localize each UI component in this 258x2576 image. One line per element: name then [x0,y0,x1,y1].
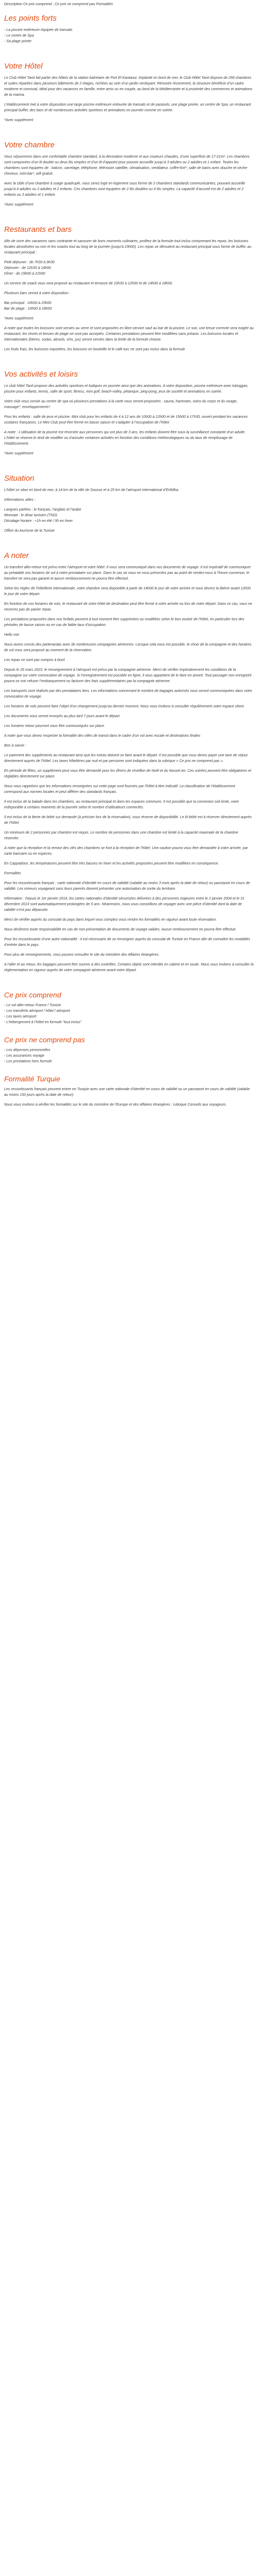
a-noter-documents: Les documents vous seront envoyés au plus tard 7 jours avant le départ. [4,715,121,718]
a-noter-minimum: Un minimum de 2 personnes par chambre est requis. Le nombre de personnes dans une chambre est limité à la capacité maximale de la chambre réservée. [4,831,238,840]
a-noter-paiement: Le paiement des suppléments au restaurant ainsi que les extras doivent se faire avant le départ. Il est possible que vous devez payer une taxe de séjour directement auprès de l’hôtel. Les taxes hôtelières par nuit et par personne sont indiquées dans la rubrique « Ce prix ne comprend pas ». [4,754,248,763]
situation-office-tourisme: Office du tourisme de la Tunisie [4,529,55,533]
restaurants-snack: Un service de snack vous sera proposé au restaurant et terrasse de 10h30 à 12h00 et de 14h00 à 18h00. [4,282,173,285]
ce-prix-comprend-item: - Le vol aller-retour France / Tunisie [4,1004,61,1007]
restaurants-bars-hours: Bar principal : 10h00 à 23h00 Bar de plage : 10h00 à 18h00 [4,301,52,311]
situation-title: Situation [4,474,35,483]
a-noter-transports: Les transports sont réalisés par des prestataires tiers. Les informations concernant le nombre de bagages autorisés vous seront communiquées dans votre convocation de voyage. [4,689,252,699]
a-noter-horaires: Les horaires de vols peuvent faire l’objet d’un changement jusqu’au dernier moment. Nous vous invitons à consulter régulièrement votre espace client. [4,705,245,708]
a-noter-title: A noter [4,551,29,560]
ce-prix-comprend-item: - L’hébergement à l’hôtel en formule "tout inclus" [4,1021,82,1024]
votre-chambre-description: Vous séjournerez dans une confortable chambre standard, à la décoration moderne et aux couleurs chaudes, d’une superficie de 17-21m². Les chambres sont composées d’un lit double ou deux lits simples et d’un lit d’appoint pour pouvoir accueillir jusqu’à 3 adultes ou 2 adultes et 1 enfant. Toutes les chambres sont équipées de : balcon, carrelage, téléphone, télévision satellite, climatisation, ventilateur, coffre-fort*, salle de bains avec douche et sèche-cheveux, mini-bar*, wifi gratuit. [4,155,250,176]
a-noter-information-cni: Information : Depuis le 1er janvier 2014, les cartes nationales d’identité sécurisées délivrées à des personnes majeures entre le 2 janvier 2004 et le 31 décembre 2013 sont automatiquement prolongées de 5 ans. Néanmoins, nous vous conseillons de voyager avec une pièce d’identité dont la date de validité n’est pas dépassée. [4,897,245,912]
a-noter-lit-bebe: Il est inclus de la literie de bébé sur demande (à préciser lors de la réservation), sous réserve de disponibilité. Le lit bébé est à réserver directement auprès de l’hôtel. [4,816,252,825]
formalite-ressortissants: Les ressortissants français peuvent entrer en Turquie avec une carte nationale d’identité en cours de validité ou un passeport en cours de validité (valable au moins 150 jours après la date de retour). [4,1088,250,1097]
ce-prix-comprend-item: - Les transferts aéroport / hôtel / aéroport [4,1009,70,1013]
a-noter-informations: Nous vous rappelons que les informations renseignées sur cette page sont fournies par l’hôtel à titre indicatif. La classification de l’établissement correspond aux normes locales et peut différer des standards français. [4,785,235,794]
votre-chambre-title: Votre chambre [4,141,55,149]
activites-intro: Le club hôtel Tanit propose des activités sportives et ludiques en journée ainsi que des animations. A votre disposition, piscine extérieure avec toboggan, piscine pour enfants, tennis, salle de sport, fitness, mini golf, beach-volley, pétanque, ping-pong, jeux de société et animations en soirée. [4,384,249,394]
votre-hotel-amenities: L’établissement met à votre disposition une large piscine extérieure entourée de transats et de parasols, une plage privée, un centre de Spa, un restaurant principal buffet, des bars et de nombreuses activités sportives et animations en journée comme en soirée. [4,103,251,112]
activites-spa: Votre club vous convie au centre de spa où plusieurs prestations à la carte vous seront proposées : sauna, hammam, soins du corps et du visage, massage*, enveloppements*. [4,400,238,409]
a-noter-section [4,551,254,973]
activites-enfants: Pour les enfants : salle de jeux et piscine. Mini club pour les enfants de 4 à 12 ans de 10h00 à 12h00 et de 15h00 à 17h30, ouvert pendant les vacances scolaires françaises. Le Mini Club peut être fermé en basse saison et s’adapter à l’occupation de l’hôtel. [4,415,248,425]
ce-prix-comprend-item: - Les taxes aéroport [4,1015,37,1019]
a-noter-formalites-label: Formalités [4,872,21,875]
ce-prix-ne-comprend-pas-section [4,1036,254,1064]
votre-chambre-quadruple: Avec la cible d’une chambre à usage quadruple, vous serez logé en logement sous forme de 2 chambres standards communicantes, pouvant accueillir jusqu’à 4 adultes ou 2 adultes et 2 enfants. Ces chambres sont équipées de 2 lits doubles ou 4 lits simples. La capacité d’accueil est de 2 adultes et 2 enfants ou 3 adultes et 1 enfant. [4,182,246,197]
a-noter-consulat: Merci de vérifier auprès du consulat du pays dans lequel vous comptez vous rendre les formalités en vigueur avant toute réservation. [4,918,217,922]
activites-title: Vos activités et loisirs [4,370,78,379]
points-forts-section [4,14,254,44]
a-noter-transfert: Un transfert aller-retour est prévu entre l’aéroport et votre hôtel. Il vous sera communiqué dans vos documents de voyage. Il est impératif de communiquer au préalable vos horaires de vol à notre prestataire sur place. Dans le cas où vous ne vous présentez pas au point de rendez-vous à l’heure convenue, le transfert ne sera pas garanti et aucun remboursement ne pourra être effectué. [4,566,251,581]
restaurants-intro: Afin de vivre des vacances sans contrainte et savourer de bons moments culinaires, profitez de la formule tout inclus comprenant les repas, les boissons locales alcoolisées ou non et les snacks tout au long de la journée (jusqu’à 23h00). Les repas se déroulent au restaurant principal sous forme de buffet, au restaurant principal : [4,240,252,255]
votre-hotel-section [4,62,254,123]
votre-hotel-title: Votre Hôtel [4,62,43,71]
ce-prix-ne-comprend-pas-list [4,1047,254,1064]
a-noter-fetes: En période de fêtes, un supplément peut vous être demandé pour les dîners de réveillon de Noël et du Nouvel An. Ces soirées peuvent être obligatoires et réglables directement sur place. [4,769,251,778]
ce-prix-ne-comprend-pas-item: - Les prestations hors formule [4,1060,52,1063]
situation-section [4,474,254,534]
a-noter-wifi: Il est inclus de la balade dans les chambres, au restaurant principal et dans les espaces communs. Il est possible que la connexion soit lente, voire indisponible à certains moments de la journée selon le nombre d’utilisateurs connectés. [4,800,239,809]
formalite-title: Formalité Turquie [4,1075,60,1083]
restaurants-bars-intro: Plusieurs bars seront à votre disposition : [4,292,71,295]
a-noter-renseignements: Pour plus de renseignements, vous pouvez consulter le site du ministère des Affaires étrangères. [4,953,159,957]
a-noter-reception: A noter que la réception et la remise des clés des chambres se font à la réception de l’hôtel. Une caution pourra vous être demandée à votre arrivée, par carte bancaire ou en espèces. [4,846,248,856]
votre-chambre-section [4,141,254,208]
situation-description: L’hôtel se situe en bord de mer, à 14 km de la ville de Sousse et à 25 km de l’aéroport international d’Enfidha. [4,488,179,492]
a-noter-vol-label: Hello voir [4,633,20,637]
votre-chambre-note: *Avec supplément [4,203,34,207]
ce-prix-ne-comprend-pas-title: Ce prix ne comprend pas [4,1036,85,1044]
formalite-section [4,1075,254,1108]
a-noter-chambre: Selon les règles de l’hôtellerie internationale, votre chambre sera disponible à partir de 14h00 le jour de votre arrivée et vous devrez la libérer avant 12h00 le jour de votre départ. [4,587,251,596]
a-noter-horaires-retour: Les horaires retour pourront vous être communiqués sur place. [4,724,105,728]
restaurants-note: *Avec supplément [4,317,34,320]
restaurants-conditions: A noter que toutes les boissons sont servies au verre et sont proposées en libre-service sauf au bar de la piscine. Le soir, une tenue correcte sera exigée au restaurant, les shorts et tenues de plage ne sont pas acceptés. Certaines prestations peuvent être modifiées sans préavis. Les boissons locales et internationales (bières, sodas, alcools, vins, jus) seront servies dans la limite de la formule choisie. [4,327,254,342]
ce-prix-ne-comprend-pas-item: - Les assurances voyage [4,1054,44,1058]
a-noter-enregistrement: Depuis le 26 mars 2023, le renseignement à l’aéroport est prévu par la compagnie aérienne. Merci de vérifier impérativement les conditions de la compagnie sur votre convocation de voyage. Si l’enregistrement est possible en ligne, il vous appartient de le faire en amont. Tout passager non enregistré pourra se voir refuser l’embarquement ou facturer des frais supplémentaires par la compagnie aérienne. [4,668,252,683]
votre-hotel-note: *Avec supplément [4,118,34,122]
a-noter-repas: Les repas ne sont pas compris à bord [4,658,65,662]
a-noter-ressortissants: Pour les ressortissants français : carte nationale d’identité en cours de validité (valable au moins 3 mois après la date de retour) ou passeport en cours de validité. Les mineurs voyageant sans leurs parents doivent présenter une autorisation de sortie du territoire. [4,882,250,891]
points-forts-list [4,27,254,44]
a-noter-restaurant: En fonction de vos horaires de vols, le restaurant de votre hôtel de destination peut être fermé à votre arrivée ou lors de votre départ. Dans ce cas, vous ne recevrez pas de panier repas. [4,602,252,612]
restaurants-hours: Petit déjeuner : de 7h30 à 9h30 Déjeuner : de 12h30 à 14h00 Dîner : de 19h00 à 21h00 [4,261,55,276]
ce-prix-comprend-title: Ce prix comprend [4,991,61,999]
restaurants-title: Restaurants et bars [4,225,72,234]
situation-info-label: Informations utiles : [4,498,36,502]
ce-prix-comprend-section [4,991,254,1025]
formalite-verification: Nous vous invitons à vérifier les formalités sur le site du ministère de l’Europe et des Affaires étrangères : rubrique Conseils aux voyageurs. [4,1103,227,1107]
situation-info: Langues parlées : le français, l’anglais et l’arabe Monnaie : le dinar tunisien (TND) Décalage horaire : +1h en été / 0h en hiver [4,508,82,523]
activites-note: *Avec supplément [4,452,34,455]
a-noter-bon-a-savoir: Bon à savoir : [4,744,26,748]
ce-prix-ne-comprend-pas-item: - Les dépenses personnelles [4,1048,51,1052]
a-noter-prestations: Les prestations proposées dans nos forfaits peuvent à tout moment être supprimées ou modifiées selon le bon vouloir de l’hôtel, en particulier lors des périodes de basse saison ou en cas de faible taux d’occupation. [4,618,245,627]
votre-hotel-description: Le Club Hôtel Tanit fait partie des hôtels de la station balnéaire de Port El Kantaoui. Implanté en bord de mer, le Club Hôtel Tanit dispose de 296 chambres et suites réparties dans plusieurs bâtiments de 2 étages, nichées au sein d’un jardin verdoyant. Rénovée récemment, la structure bénéficie d’un cadre moderne et convivial, idéal pour des vacances en famille, entre amis ou en couple, au bord de la Méditerranée et à proximité des commerces et animations de la marina. [4,76,252,97]
a-noter-autre-nationalite: Pour les ressortissants d’une autre nationalité : il est nécessaire de se renseigner auprès du consulat de Tunisie en France afin de connaître les modalités d’entrée dans le pays. [4,938,250,947]
points-forts-item: - La piscine extérieure équipée de transats [4,28,73,32]
page [0,0,258,1108]
points-forts-item: - Le centre de Spa [4,34,34,38]
top-note: Description Ce prix comprend : Ce prix ne comprend pas Formalités [4,3,113,6]
a-noter-transit: A noter que vous devez respecter la formalité des villes de transit dans le cadre d’un vol avec escale et destinations finales [4,734,201,738]
a-noter-bagages: A l’aller et au retour, les bagages peuvent être soumis à des contrôles. Certains objets sont interdits en cabine et en soute. Nous vous invitons à consulter la réglementation en vigueur auprès de votre compagnie aérienne avant votre départ. [4,963,254,972]
a-noter-cappadoce: En Cappadoce, les températures peuvent être très basses en hiver et les activités proposées peuvent être modifiées en conséquence. [4,862,219,866]
restaurants-exclusions: Les fruits frais, les boissons importées, les boissons en bouteille et le café turc ne sont pas inclus dans la formule [4,348,185,351]
a-noter-responsabilite: Nous déclinons toute responsabilité en cas de non-présentation de documents de voyage valides. Aucun remboursement ne pourra être effectué. [4,928,237,931]
restaurants-section [4,225,254,352]
activites-section [4,370,254,456]
ce-prix-comprend-list [4,1003,254,1025]
a-noter-compagnies: Nous avons conclu des partenariats avec de nombreuses compagnies aériennes. Lorsque cela vous est possible, le choix de la compagnie et des horaires de vol vous sera proposé au moment de la réservation. [4,643,252,652]
activites-a-noter: A noter : L’utilisation de la piscine est réservée aux personnes qui ont plus de 3 ans, les enfants doivent être sous la surveillance constante d’un adulte. L’hôtel se réserve le droit de modifier ou d’annuler certaines activités en fonction des conditions météorologiques ou du taux de remplissage de l’établissement. [4,431,246,446]
points-forts-title: Les points forts [4,14,57,23]
points-forts-item: - Sa plage privée [4,40,31,43]
